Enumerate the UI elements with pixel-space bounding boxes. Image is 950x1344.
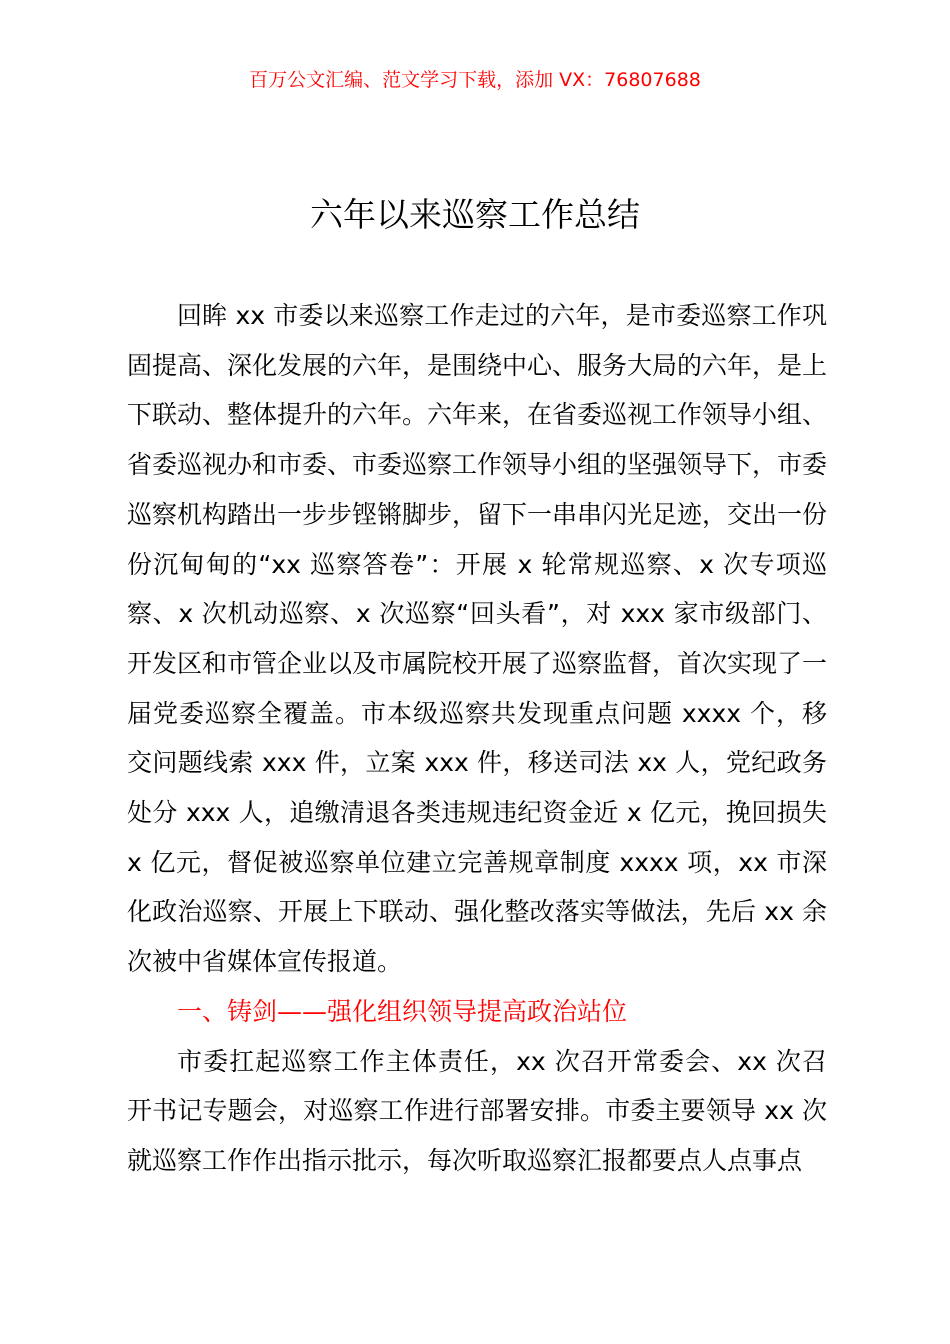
body-paragraph: 市委扛起巡察工作主体责任，xx 次召开常委会、xx 次召开书记专题会，对巡察工作进行部署安排。市委主要领导 xx 次就巡察工作作出指示批示，每次听取巡察汇报都要点人点事点 <box>127 1046 827 1175</box>
header-notice: 百万公文汇编、范文学习下载，添加 VX：76807688 <box>249 69 701 91</box>
document-body <box>127 291 827 1186</box>
body-paragraph: 回眸 xx 市委以来巡察工作走过的六年，是市委巡察工作巩固提高、深化发展的六年，是围绕中心、服务大局的六年，是上下联动、整体提升的六年。六年来，在省委巡视工作领导小组、省委巡视办和市委、市委巡察工作领导小组的坚强领导下，市委巡察机构踏出一步步铿锵脚步，留下一串串闪光足迹，交出一份份沉甸甸的“xx 巡察答卷”：开展 x 轮常规巡察、x 次专项巡察、x 次机动巡察、x 次巡察“回头看”，对 xxx 家市级部门、开发区和市管企业以及市属院校开展了巡察监督，首次实现了一届党委巡察全覆盖。市本级巡察共发现重点问题 xxxx 个，移交问题线索 xxx 件，立案 xxx 件，移送司法 xx 人，党纪政务处分 xxx 人，追缴清退各类违规违纪资金近 x 亿元，挽回损失 x 亿元，督促被巡察单位建立完善规章制度 xxxx 项，xx 市深化政治巡察、开展上下联动、强化整改落实等做法，先后 xx 余次被中省媒体宣传报道。 <box>127 301 828 977</box>
document-title: 六年以来巡察工作总结 <box>310 195 640 234</box>
section-heading: 一、铸剑——强化组织领导提高政治站位 <box>177 996 628 1026</box>
